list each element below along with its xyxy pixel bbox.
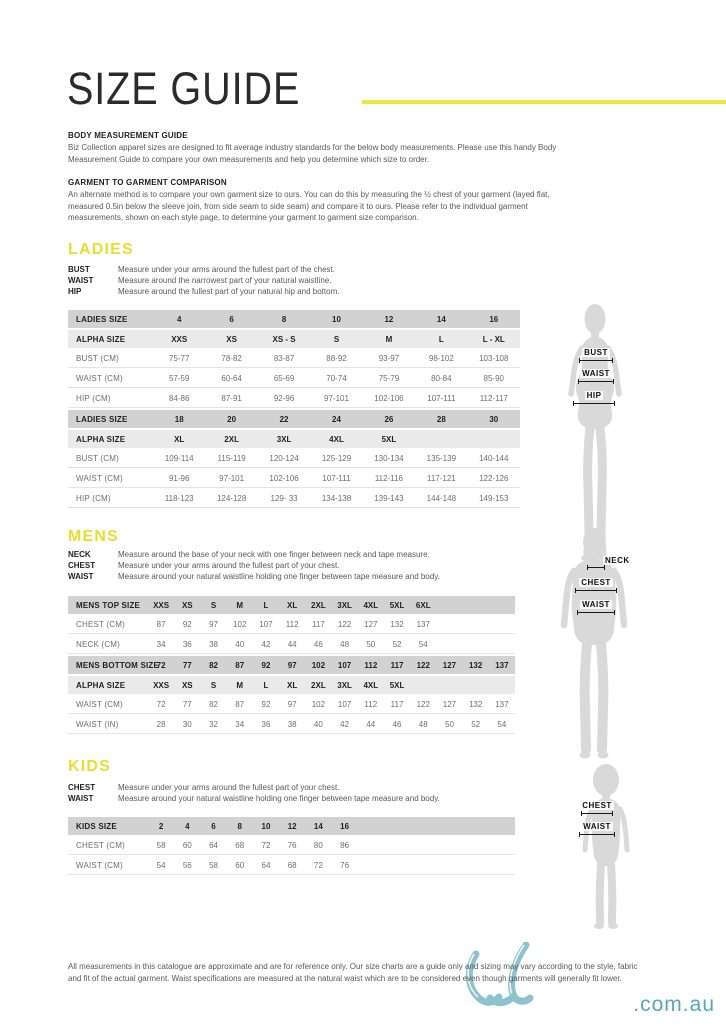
definition-text: Measure around the base of your neck with one finger between neck and tape measure. — [118, 550, 430, 559]
table-row-label: ALPHA SIZE — [76, 680, 126, 690]
table-cell: 4 — [185, 821, 190, 831]
waist-measure-arrow-icon — [577, 610, 615, 615]
table-cell: 135-139 — [426, 454, 457, 463]
table-cell: 98-102 — [428, 354, 454, 363]
table-cell: 4XL — [363, 600, 379, 610]
waist-measure-label: WAIST — [582, 369, 610, 378]
table-row-label: WAIST (CM) — [76, 474, 123, 483]
table-cell: XL — [174, 434, 185, 444]
table-cell: 4 — [176, 314, 182, 324]
definition-term: NECK — [68, 550, 91, 559]
table-cell: 3XL — [337, 600, 352, 610]
table-cell: 107-111 — [427, 394, 456, 403]
table-cell: 2 — [158, 821, 164, 831]
definition-term: CHEST — [68, 561, 96, 570]
table-row — [68, 716, 515, 734]
table-cell: 70-74 — [326, 374, 347, 383]
kids-heading: KIDS — [68, 758, 112, 775]
table-cell: 38 — [209, 640, 218, 649]
definition-row — [68, 793, 440, 804]
table-cell: XS — [181, 600, 193, 610]
table-cell: 112 — [364, 700, 378, 709]
table-cell: 92 — [261, 700, 271, 709]
hip-measure-annotation — [572, 391, 616, 406]
table-cell: 50 — [366, 640, 376, 649]
table-cell: 80-84 — [431, 374, 452, 383]
table-cell: 107 — [337, 700, 352, 709]
bust-measure-label: BUST — [584, 348, 608, 357]
female-silhouette-icon — [564, 302, 626, 564]
table-row — [68, 857, 515, 875]
table-cell: 2XL — [224, 434, 239, 444]
hip-measure-label: HIP — [586, 391, 602, 400]
table-cell: XXS — [171, 334, 188, 344]
table-cell: 92-96 — [273, 394, 295, 403]
table-cell: XXS — [153, 600, 170, 610]
table-cell: 5XL — [389, 600, 405, 610]
table-row — [68, 470, 520, 488]
table-cell: 97 — [287, 700, 297, 709]
body-measurement-guide-heading: BODY MEASUREMENT GUIDE — [68, 131, 188, 140]
table-row-label: WAIST (IN) — [76, 720, 119, 729]
table-cell: 80 — [313, 841, 323, 850]
table-row — [68, 656, 515, 674]
table-row — [68, 310, 520, 328]
table-cell: 72 — [313, 861, 323, 870]
chest-measure-arrow-icon — [581, 811, 613, 816]
kids-size-table — [68, 817, 515, 877]
table-row — [68, 390, 520, 408]
page-title: SIZE GUIDE — [67, 63, 301, 114]
table-cell: 117 — [390, 660, 404, 670]
table-cell: 139-143 — [374, 494, 404, 503]
table-cell: 72 — [156, 700, 166, 709]
table-row — [68, 817, 515, 835]
table-row-label: CHEST (CM) — [76, 620, 125, 629]
table-row — [68, 837, 515, 855]
table-row — [68, 330, 520, 348]
table-cell: 12 — [287, 821, 297, 831]
table-row-label: MENS TOP SIZE — [76, 600, 141, 610]
table-cell: 68 — [287, 861, 297, 870]
table-cell: 64 — [261, 861, 271, 870]
table-cell: 72 — [156, 660, 166, 670]
footer-disclaimer: All measurements in this catalogue are approximate and are for reference only. Our size charts are a guide only and sizing may vary according to the style, fabric and fit of the actual garment. Waist specifications are measured at the natural waist which are to be considered even though garments will generally fit lower. — [68, 962, 638, 983]
intro-section — [68, 131, 568, 237]
table-cell: 83-87 — [273, 354, 295, 363]
child-silhouette-icon — [574, 762, 638, 934]
table-cell: 8 — [281, 314, 287, 324]
table-cell: 76 — [340, 861, 350, 870]
neck-measure-label: NECK — [605, 556, 630, 565]
table-cell: 102 — [311, 660, 326, 670]
table-cell: 120-124 — [269, 454, 299, 463]
table-cell: 16 — [340, 821, 350, 831]
table-cell: 87 — [235, 700, 245, 709]
table-row — [68, 676, 515, 694]
table-row-label: BUST (CM) — [76, 354, 119, 363]
table-cell: 92 — [261, 660, 271, 670]
table-cell: 14 — [436, 314, 446, 324]
table-cell: 34 — [156, 640, 166, 649]
definition-text: Measure under your arms around the fullest part of the chest. — [118, 265, 336, 274]
mens-definitions — [68, 549, 440, 582]
table-cell: 6 — [211, 821, 216, 831]
table-cell: 54 — [497, 720, 507, 729]
table-cell: 58 — [209, 861, 218, 870]
definition-term: WAIST — [68, 794, 94, 803]
chest-measure-label: CHEST — [582, 801, 612, 810]
table-cell: 52 — [471, 720, 481, 729]
ladies-figure — [564, 302, 626, 564]
chest-measure-annotation — [575, 801, 619, 816]
table-row-label: WAIST (CM) — [76, 374, 123, 383]
ladies-heading: LADIES — [68, 241, 134, 258]
definition-row — [68, 264, 339, 275]
chest-measure-arrow-icon — [575, 588, 617, 593]
definition-row — [68, 286, 339, 297]
table-cell: 82 — [209, 660, 218, 670]
bust-measure-arrow-icon — [579, 358, 613, 363]
mens-top-size-table — [68, 596, 515, 656]
table-cell: L — [263, 600, 269, 610]
table-cell: 24 — [332, 414, 341, 424]
table-cell: 48 — [340, 640, 350, 649]
table-row — [68, 596, 515, 614]
table-cell: 122 — [416, 700, 430, 709]
kids-definitions — [68, 782, 440, 804]
table-row — [68, 350, 520, 368]
table-cell: 112 — [364, 660, 378, 670]
table-cell: 32 — [209, 720, 218, 729]
table-row — [68, 636, 515, 654]
table-cell: S — [210, 680, 217, 690]
domain-text: .com.au — [633, 993, 715, 1016]
table-row — [68, 370, 520, 388]
table-row-label: LADIES SIZE — [76, 414, 128, 424]
definition-text: Measure under your arms around the fullest part of your chest. — [118, 783, 340, 792]
table-cell: 54 — [418, 640, 428, 649]
table-cell: 22 — [279, 414, 289, 424]
table-cell: 4XL — [329, 434, 344, 444]
ladies-definitions — [68, 264, 339, 297]
table-cell: 36 — [261, 720, 271, 729]
table-cell: 20 — [227, 414, 237, 424]
table-cell: 102-106 — [374, 394, 404, 403]
definition-text: Measure around the narrowest part of your natural waistline. — [118, 276, 332, 285]
table-cell: 134-138 — [321, 494, 352, 503]
table-row-label: NECK (CM) — [76, 640, 121, 649]
definition-row — [68, 549, 440, 560]
table-cell: 82 — [209, 700, 218, 709]
definition-text: Measure around your natural waistline holding one finger between tape measure and body. — [118, 794, 440, 803]
table-cell: 102 — [311, 700, 326, 709]
table-cell: 102-106 — [269, 474, 299, 483]
waist-measure-arrow-icon — [578, 379, 614, 384]
table-cell: 14 — [313, 821, 323, 831]
table-cell: 87-91 — [221, 394, 242, 403]
table-cell: 117 — [390, 700, 404, 709]
table-cell: 36 — [182, 640, 192, 649]
table-cell: 107-111 — [322, 474, 351, 483]
table-cell: 93-97 — [378, 354, 400, 363]
table-cell: 2XL — [311, 600, 326, 610]
table-cell: 112-116 — [374, 474, 403, 483]
table-cell: 107 — [259, 620, 273, 629]
table-cell: 97-101 — [219, 474, 245, 483]
definition-term: CHEST — [68, 783, 96, 792]
table-cell: 84-86 — [168, 394, 190, 403]
table-cell: 127 — [442, 700, 457, 709]
definition-row — [68, 560, 440, 571]
table-cell: 137 — [416, 620, 430, 629]
table-cell: 57-59 — [168, 374, 190, 383]
definition-text: Measure around your natural waistline holding one finger between tape measure and body. — [118, 572, 440, 581]
table-cell: XS — [181, 680, 193, 690]
table-cell: 129- 33 — [270, 494, 298, 503]
table-cell: 46 — [392, 720, 402, 729]
table-cell: 68 — [235, 841, 245, 850]
table-cell: 64 — [209, 841, 218, 850]
table-cell: 122-126 — [479, 474, 509, 483]
table-row-label: ALPHA SIZE — [76, 334, 126, 344]
table-row-label: HIP (CM) — [76, 394, 111, 403]
definition-term: WAIST — [68, 276, 94, 285]
table-row-label: LADIES SIZE — [76, 314, 128, 324]
table-cell: 38 — [287, 720, 297, 729]
table-cell: 127 — [364, 620, 378, 629]
table-cell: 48 — [418, 720, 428, 729]
table-cell: 6XL — [415, 600, 431, 610]
table-cell: XS - S — [272, 334, 296, 344]
table-cell: XS — [226, 334, 237, 344]
table-cell: 77 — [182, 660, 192, 670]
mens-figure — [556, 527, 632, 763]
table-row — [68, 616, 515, 634]
table-cell: 92 — [182, 620, 192, 629]
table-cell: 40 — [235, 640, 245, 649]
table-cell: 72 — [261, 841, 271, 850]
table-cell: M — [385, 334, 393, 344]
garment-comparison-heading: GARMENT TO GARMENT COMPARISON — [68, 178, 227, 187]
table-cell: 76 — [287, 841, 297, 850]
ladies-size-table — [68, 310, 520, 510]
table-cell: 65-69 — [273, 374, 295, 383]
table-cell: 60 — [235, 861, 245, 870]
table-cell: 16 — [489, 314, 499, 324]
table-cell: 137 — [495, 660, 509, 670]
mens-heading: MENS — [68, 528, 120, 545]
table-cell: 86 — [340, 841, 350, 850]
table-cell: 103-108 — [479, 354, 509, 363]
table-row — [68, 430, 520, 448]
table-cell: 34 — [235, 720, 245, 729]
garment-comparison-text: An alternate method is to compare your own garment size to ours. You can do this by measuring the ½ chest of your garment (layed flat, measured 0.5in below the sleeve join, from side seam to side seam) and compare it to ours. Please refer to the individual garment measurements, shown on each style page, to determine your garment to garment size comparison. — [68, 190, 550, 222]
table-cell: 117-121 — [426, 474, 456, 483]
definition-row — [68, 571, 440, 582]
table-cell: 132 — [468, 700, 483, 709]
table-cell: 107 — [337, 660, 352, 670]
table-cell: 117 — [312, 620, 325, 629]
table-cell: 6 — [229, 314, 234, 324]
table-cell: 85-90 — [483, 374, 504, 383]
table-cell: S — [210, 600, 217, 610]
table-cell: 97 — [209, 620, 218, 629]
table-cell: 44 — [366, 720, 376, 729]
table-cell: 109-114 — [164, 454, 194, 463]
table-cell: 87 — [235, 660, 245, 670]
table-cell: 122 — [416, 660, 430, 670]
bust-measure-annotation — [574, 348, 618, 363]
table-cell: 137 — [495, 700, 509, 709]
table-cell: 30 — [182, 720, 192, 729]
table-cell: 54 — [156, 861, 166, 870]
table-cell: 30 — [489, 414, 499, 424]
table-cell: 3XL — [337, 680, 352, 690]
table-row-label: BUST (CM) — [76, 454, 119, 463]
table-cell: XL — [287, 680, 298, 690]
table-cell: 118-123 — [164, 494, 194, 503]
table-cell: XXS — [153, 680, 170, 690]
table-row-label: WAIST (CM) — [76, 700, 123, 709]
table-cell: 58 — [156, 841, 166, 850]
definition-term: WAIST — [68, 572, 94, 581]
table-cell: 10 — [261, 821, 271, 831]
table-cell: 42 — [261, 640, 271, 649]
table-cell: 3XL — [276, 434, 292, 444]
table-cell: 149-153 — [479, 494, 509, 503]
waist-measure-annotation — [575, 822, 619, 837]
table-cell: 75-77 — [168, 354, 190, 363]
table-cell: 10 — [332, 314, 341, 324]
table-cell: 60-64 — [221, 374, 242, 383]
kids-figure — [574, 762, 638, 934]
definition-term: BUST — [68, 265, 90, 274]
table-cell: S — [333, 334, 340, 344]
table-cell: 18 — [174, 414, 184, 424]
table-cell: 97 — [287, 660, 297, 670]
table-cell: 12 — [384, 314, 394, 324]
table-cell: 140-144 — [479, 454, 509, 463]
table-row-label: WAIST (CM) — [76, 861, 123, 870]
table-cell: 112 — [285, 620, 299, 629]
table-cell: 144-148 — [426, 494, 457, 503]
table-row-label: HIP (CM) — [76, 494, 111, 503]
table-cell: 77 — [182, 700, 192, 709]
chest-measure-label: CHEST — [581, 578, 611, 587]
table-cell: 127 — [442, 660, 457, 670]
waist-measure-annotation — [574, 369, 618, 384]
neck-measure-annotation — [603, 556, 632, 565]
table-cell: 44 — [287, 640, 297, 649]
waist-measure-label: WAIST — [583, 822, 611, 831]
table-cell: 102 — [233, 620, 247, 629]
table-cell: 87 — [156, 620, 166, 629]
table-cell: 2XL — [311, 680, 326, 690]
table-cell: 4XL — [363, 680, 379, 690]
table-cell: M — [236, 600, 244, 610]
table-cell: 46 — [313, 640, 323, 649]
definition-row — [68, 275, 339, 286]
table-cell: 112-117 — [479, 394, 508, 403]
mens-bottom-size-table — [68, 656, 515, 736]
table-cell: 5XL — [381, 434, 397, 444]
neck-measure-arrow-icon — [587, 565, 605, 570]
table-cell: 60 — [182, 841, 192, 850]
table-cell: 28 — [156, 720, 166, 729]
hip-measure-arrow-icon — [573, 401, 615, 406]
table-cell: 8 — [237, 821, 242, 831]
table-cell: 91-96 — [168, 474, 190, 483]
table-cell: 122 — [337, 620, 352, 629]
definition-text: Measure around the fullest part of your natural hip and bottom. — [118, 287, 340, 296]
table-cell: 28 — [436, 414, 446, 424]
table-row — [68, 490, 520, 508]
waist-measure-annotation — [574, 600, 618, 615]
table-cell: 132 — [468, 660, 483, 670]
definition-text: Measure under your arms around the fullest part of your chest. — [118, 561, 340, 570]
table-cell: 78-82 — [221, 354, 242, 363]
waist-measure-arrow-icon — [579, 832, 615, 837]
table-cell: 132 — [390, 620, 404, 629]
table-cell: 130-134 — [374, 454, 404, 463]
table-cell: 75-79 — [378, 374, 400, 383]
table-cell: 5XL — [389, 680, 405, 690]
table-row-label: ALPHA SIZE — [76, 434, 126, 444]
table-row — [68, 450, 520, 468]
table-cell: 50 — [445, 720, 454, 729]
definition-term: HIP — [68, 287, 82, 296]
table-cell: 125-129 — [321, 454, 352, 463]
table-cell: L - XL — [482, 334, 505, 344]
definition-row — [68, 782, 440, 793]
table-row-label: MENS BOTTOM SIZE — [76, 660, 160, 670]
table-cell: 52 — [392, 640, 402, 649]
body-measurement-guide-text: Biz Collection apparel sizes are designed to fit average industry standards for the below body measurements. Please use this handy Body Measurement Guide to compare your own measurements and help you determine which size to order. — [68, 143, 557, 164]
table-cell: 124-128 — [216, 494, 247, 503]
title-accent-rule — [362, 100, 726, 104]
table-cell: 88-92 — [326, 354, 347, 363]
table-cell: XL — [287, 600, 298, 610]
table-cell: 40 — [313, 720, 323, 729]
table-cell: L — [438, 334, 444, 344]
table-cell: L — [263, 680, 269, 690]
table-cell: 26 — [384, 414, 394, 424]
table-cell: 56 — [182, 861, 192, 870]
table-row-label: KIDS SIZE — [76, 821, 117, 831]
table-cell: 42 — [340, 720, 350, 729]
table-cell: 115-119 — [217, 454, 246, 463]
chest-measure-annotation — [574, 578, 618, 593]
table-cell: 97-101 — [324, 394, 349, 403]
table-row — [68, 410, 520, 428]
table-cell: M — [236, 680, 244, 690]
table-row-label: CHEST (CM) — [76, 841, 125, 850]
table-row — [68, 696, 515, 714]
waist-measure-label: WAIST — [582, 600, 610, 609]
